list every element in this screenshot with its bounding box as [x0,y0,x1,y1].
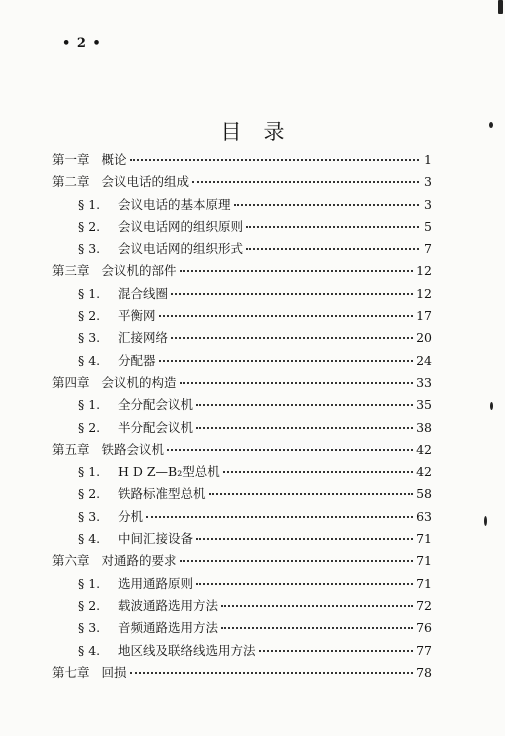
toc-entry-page: 77 [416,642,432,658]
dot-leader [180,270,414,272]
dot-leader [192,181,419,183]
dot-leader [209,493,414,495]
dot-leader [221,605,413,607]
toc-entry-page: 71 [416,575,432,591]
toc-entry-number: § 4. [78,642,101,658]
dot-leader [246,226,419,228]
toc-entry-number: § 3. [78,508,101,524]
toc-entry-number: § 2. [78,218,101,234]
toc-entry-label: 音频通路选用方法 [118,620,219,636]
toc-entry-label: H D Z—B₂型总机 [118,464,220,480]
toc-section-row [52,641,432,663]
toc-section-row [52,507,432,529]
toc-section-row [52,239,432,261]
dot-leader [196,404,413,406]
toc-section-row [52,195,432,217]
toc-entry-number: § 2. [78,597,101,613]
toc-chapter-row [52,172,432,194]
toc-chapter-row [52,663,432,685]
toc-entry-page: 24 [416,352,432,368]
toc-entry-label: 分机 [118,508,144,524]
toc-entry-number: § 1. [78,285,101,301]
toc-entry-number: 第一章 [52,152,90,167]
toc-section-row [52,596,432,618]
dot-leader [146,516,413,518]
toc-section-row [52,484,432,506]
toc-entry-number: 第三章 [52,263,90,279]
table-of-contents [52,150,432,685]
dot-leader [159,315,414,317]
toc-entry-label: 选用通路原则 [118,575,194,591]
dot-leader [196,427,413,429]
dot-leader [246,248,419,250]
dot-leader [130,159,419,161]
dot-leader [130,672,414,674]
toc-entry-page: 71 [416,553,432,569]
toc-entry-label: 会议机的部件 [101,263,177,279]
toc-entry-number: § 2. [78,419,101,435]
toc-entry-number: 第六章 [52,553,90,569]
toc-section-row [52,395,432,417]
dot-leader [234,204,419,206]
toc-entry-number: § 1. [78,575,101,591]
dot-leader [167,449,413,451]
toc-entry-page: 3 [424,196,432,212]
toc-chapter-row [52,440,432,462]
toc-section-row [52,328,432,350]
dot-leader [171,337,413,339]
toc-entry-number: § 2. [78,308,101,324]
toc-chapter-row [52,551,432,573]
toc-section-row [52,529,432,551]
dot-leader [180,382,414,384]
toc-entry-page: 17 [416,308,432,324]
toc-entry-label: 会议电话网的组织原则 [118,218,244,234]
scan-speck [489,122,493,128]
toc-entry-number: 第五章 [52,441,90,457]
toc-entry-label: 概论 [101,152,127,167]
toc-entry-label: 半分配会议机 [118,419,194,435]
toc-entry-label: 分配器 [118,352,156,368]
toc-entry-label: 混合线圈 [118,285,169,301]
toc-entry-number: § 1. [78,464,101,480]
toc-entry-label: 对通路的要求 [101,553,177,569]
dot-leader [180,560,414,562]
dot-leader [259,650,414,652]
toc-entry-number: § 2. [78,486,101,502]
toc-entry-page: 71 [416,531,432,547]
toc-entry-number: § 4. [78,531,101,547]
toc-entry-page: 3 [424,174,432,190]
toc-entry-number: 第二章 [52,174,90,190]
toc-entry-label: 汇接网络 [118,330,169,346]
scan-speck [498,0,503,14]
dot-leader [196,583,413,585]
dot-leader [221,627,413,629]
dot-leader [196,538,413,540]
toc-entry-page: 63 [416,508,432,524]
toc-entry-page: 38 [416,419,432,435]
toc-entry-number: § 1. [78,196,101,212]
toc-entry-number: § 3. [78,620,101,636]
toc-entry-label: 会议电话的基本原理 [118,196,231,212]
toc-section-row [52,284,432,306]
toc-section-row [52,306,432,328]
toc-entry-page: 1 [424,152,432,167]
toc-chapter-row [52,373,432,395]
toc-entry-number: 第四章 [52,374,90,390]
toc-section-row [52,351,432,373]
toc-entry-page: 72 [416,597,432,613]
toc-entry-page: 7 [424,241,432,257]
toc-entry-page: 33 [416,374,432,390]
toc-entry-label: 铁路标准型总机 [118,486,206,502]
toc-entry-page: 20 [416,330,432,346]
toc-section-row [52,618,432,640]
toc-entry-number: § 3. [78,241,101,257]
toc-section-row [52,462,432,484]
toc-entry-page: 58 [416,486,432,502]
toc-chapter-row [52,261,432,283]
dot-leader [159,360,414,362]
toc-entry-label: 会议电话网的组织形式 [118,241,244,257]
toc-entry-label: 回损 [101,664,127,680]
toc-entry-label: 会议机的构造 [101,374,177,390]
toc-entry-number: § 1. [78,397,101,413]
page-number: • 2 • [62,36,102,51]
toc-section-row [52,217,432,239]
toc-entry-number: § 3. [78,330,101,346]
toc-entry-label: 中间汇接设备 [118,531,194,547]
toc-entry-label: 铁路会议机 [101,441,165,457]
toc-entry-page: 78 [416,664,432,680]
page-title: 目录 [220,120,307,144]
toc-entry-page: 42 [416,464,432,480]
toc-entry-number: 第七章 [52,664,90,680]
toc-chapter-row [52,150,432,172]
toc-entry-page: 42 [416,441,432,457]
toc-entry-page: 35 [416,397,432,413]
dot-leader [223,471,413,473]
toc-entry-number: § 4. [78,352,101,368]
toc-entry-page: 12 [416,263,432,279]
toc-entry-page: 12 [416,285,432,301]
toc-entry-page: 76 [416,620,432,636]
toc-entry-page: 5 [424,218,432,234]
toc-entry-label: 载波通路选用方法 [118,597,219,613]
toc-entry-label: 全分配会议机 [118,397,194,413]
toc-section-row [52,418,432,440]
toc-section-row [52,574,432,596]
scan-speck [490,402,493,410]
toc-entry-label: 会议电话的组成 [101,174,190,190]
toc-entry-label: 平衡网 [118,308,156,324]
dot-leader [171,293,413,295]
scan-speck [484,516,487,526]
toc-entry-label: 地区线及联络线选用方法 [118,642,256,658]
